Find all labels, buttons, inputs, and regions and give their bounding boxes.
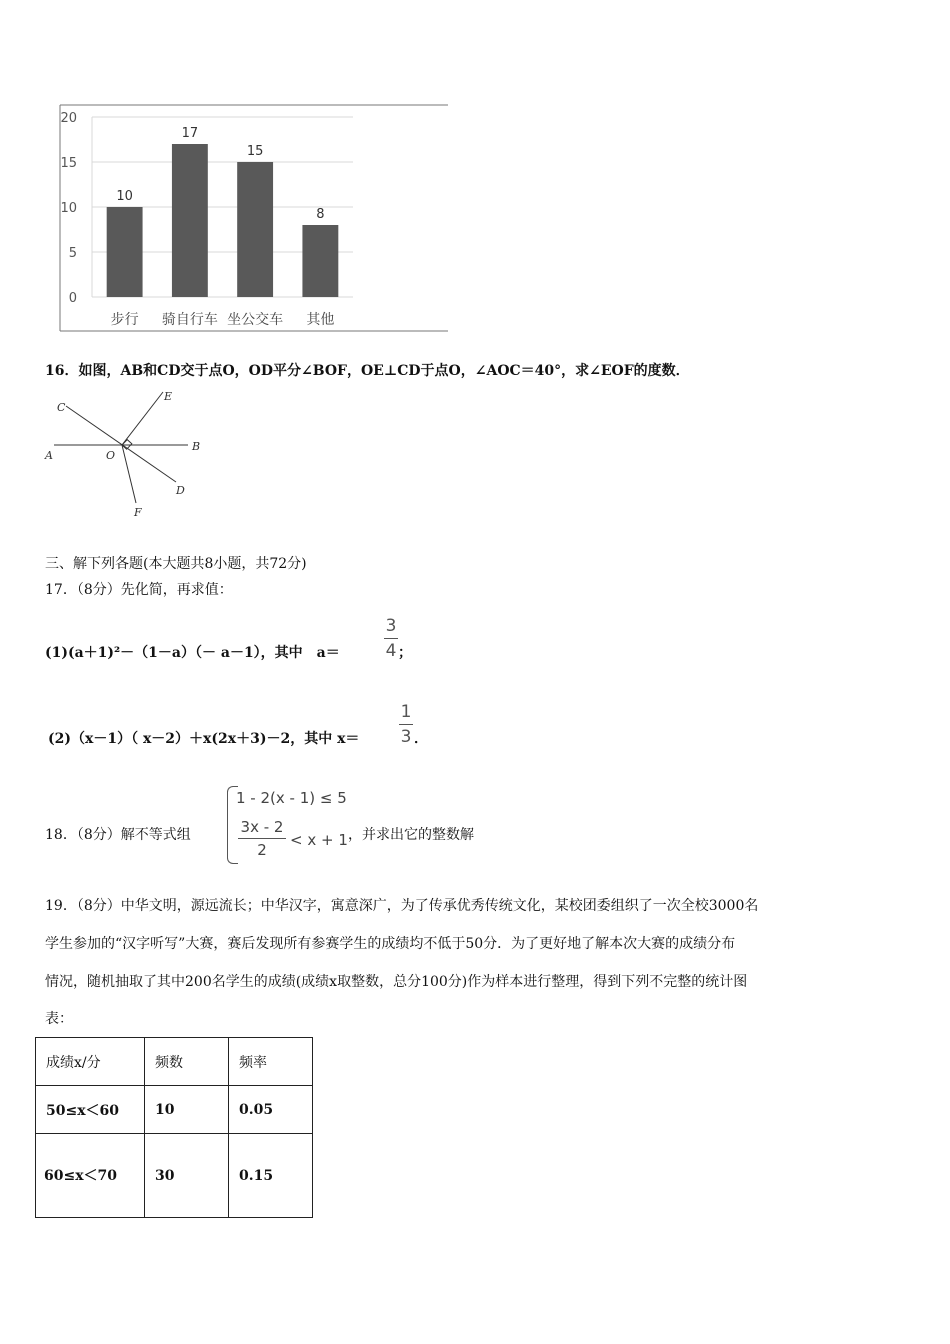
table-cell: 50≤x＜60	[36, 1086, 145, 1134]
fraction-denominator: 3	[400, 727, 412, 747]
table-header-cell: 成绩x/分	[36, 1038, 145, 1086]
q19-line-4: 表：	[45, 1011, 73, 1027]
q18-suffix: ，并求出它的整数解	[348, 827, 474, 843]
label-c: C	[57, 401, 66, 414]
table-cell: 30	[145, 1134, 229, 1218]
table-header-row	[36, 1038, 313, 1086]
x-tick-label: 骑自行车	[161, 312, 218, 328]
y-tick-label: 5	[68, 246, 77, 261]
table-cell: 10	[145, 1086, 229, 1134]
chart-x-ticks	[111, 311, 335, 328]
table-cell: 0.05	[229, 1086, 313, 1134]
fraction-denominator: 4	[385, 641, 397, 661]
y-tick-label: 10	[60, 201, 77, 216]
q19-line-3: 情况，随机抽取了其中200名学生的成绩(成绩x取整数，总分100分)作为样本进行整理，得到下列不完整的统计图	[45, 974, 748, 990]
chart-data-labels	[116, 126, 324, 222]
q17-stem: 17．（8分）先化简，再求值：	[45, 582, 233, 598]
label-b: B	[192, 440, 201, 453]
y-tick-label: 0	[68, 291, 77, 306]
label-e: E	[164, 390, 173, 403]
fraction-numerator: 3x - 2	[240, 818, 284, 836]
q17-part1: (1)(a＋1)²－（1－a）（－ a－1），其中 a＝	[45, 645, 340, 661]
table-row	[36, 1134, 313, 1218]
q17-part1-fraction	[384, 616, 398, 661]
x-tick-label: 坐公交车	[227, 312, 284, 328]
table-header-cell: 频数	[145, 1038, 229, 1086]
q17-part2: (2)（x－1）（ x－2）＋x(2x＋3)－2，其中 x＝	[48, 731, 360, 747]
q16-text: 16．如图，AB和CD交于点O，OD平分∠BOF，OE⊥CD于点O，∠AOC＝40°，求∠EOF的度数．	[45, 363, 690, 379]
table-row	[36, 1086, 313, 1134]
x-tick-label: 其他	[306, 312, 335, 328]
bar	[237, 162, 273, 297]
chart-y-ticks	[60, 111, 77, 306]
ray-of	[122, 445, 136, 503]
fraction-denominator: 2	[257, 841, 267, 859]
q18-inequality-2-rhs: < x + 1	[290, 831, 348, 849]
fraction-numerator: 1	[400, 702, 412, 722]
q17-part2-fraction	[399, 702, 413, 747]
table-cell: 60≤x＜70	[36, 1134, 145, 1218]
q16-geometry-figure	[40, 385, 220, 520]
section-heading: 三、解下列各题(本大题共8小题，共72分)	[45, 556, 307, 572]
bar-value-label: 15	[246, 144, 264, 159]
table-header-cell: 频率	[229, 1038, 313, 1086]
q18-inequality-2-fraction	[238, 818, 286, 859]
bar-value-label: 8	[316, 207, 325, 222]
table-cell: 0.15	[229, 1134, 313, 1218]
line-cd	[66, 406, 176, 482]
score-frequency-table	[35, 1037, 313, 1218]
label-d: D	[176, 484, 185, 497]
y-tick-label: 15	[60, 156, 77, 171]
label-f: F	[134, 506, 142, 519]
bar	[172, 144, 208, 297]
bar-value-label: 17	[181, 126, 199, 141]
x-tick-label: 步行	[110, 312, 139, 328]
bar-value-label: 10	[116, 189, 133, 204]
y-tick-label: 20	[60, 111, 77, 126]
bar-chart	[55, 103, 450, 335]
chart-bars	[107, 144, 339, 297]
q19-line-2: 学生参加的“汉字听写”大赛，赛后发现所有参赛学生的成绩均不低于50分．为了更好地了解本次大赛的成绩分布	[45, 936, 736, 952]
label-o: O	[106, 449, 116, 462]
q17-part2-end: ．	[414, 731, 428, 747]
fraction-numerator: 3	[385, 616, 397, 636]
q18-prefix: 18．（8分）解不等式组	[45, 827, 191, 843]
q17-part1-end: ；	[398, 645, 412, 661]
ray-oe	[122, 392, 163, 445]
bar	[107, 207, 143, 297]
q18-inequality-1: 1 - 2(x - 1) ≤ 5	[236, 789, 347, 807]
bar	[302, 225, 338, 297]
q19-line-1: 19．（8分）中华文明，源远流长；中华汉字，寓意深广，为了传承优秀传统文化，某校团委组织了一次全校3000名	[45, 898, 759, 914]
label-a: A	[45, 449, 53, 462]
